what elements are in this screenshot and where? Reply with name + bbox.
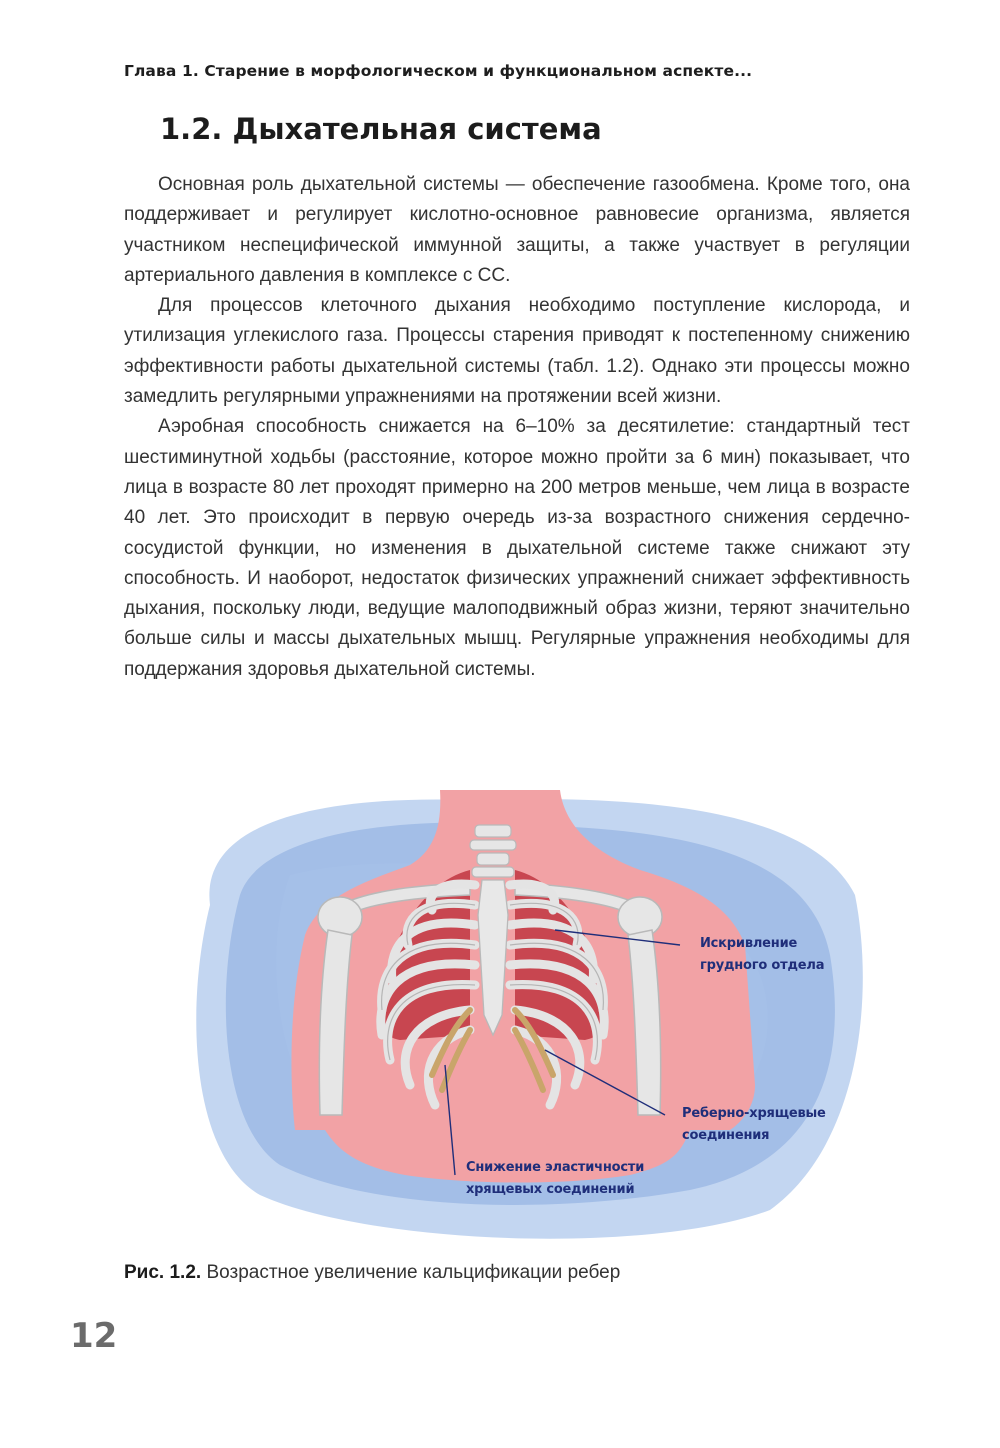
paragraph-2: Для процессов клеточного дыхания необходимо поступление кислорода, и утилизация углекислого газа. Процессы старения приводят к постепенному снижению эффективности работы дыхательной системы (табл. 1.2). Однако эти процессы можно замедлить регулярными упражнениями на протяжении всей жизни. xyxy=(124,295,910,408)
callout-elasticity-line1: Снижение эластичности xyxy=(466,1160,645,1175)
callout-cartilage-elasticity xyxy=(466,1157,644,1201)
section-title: 1.2. Дыхательная система xyxy=(160,112,602,146)
page-number: 12 xyxy=(70,1316,118,1356)
callout-thoracic-line2: грудного отдела xyxy=(700,958,825,973)
callout-thoracic-curvature xyxy=(700,933,824,977)
callout-thoracic-line1: Искривление xyxy=(700,936,798,951)
ribcage-figure xyxy=(170,785,870,1240)
paragraph-1: Основная роль дыхательной системы — обеспечение газообмена. Кроме того, она поддерживает и регулирует кислотно-основное равновесие организма, является участником неспецифической иммунной защиты, а также участвует в регуляции артериального давления в комплексе с СС. xyxy=(124,174,910,286)
figure-caption-number: Рис. 1.2. xyxy=(124,1262,202,1283)
callout-elasticity-line2: хрящевых соединений xyxy=(466,1182,635,1197)
figure-caption xyxy=(124,1262,620,1284)
callout-costochondral-joints xyxy=(682,1103,826,1147)
callout-costochondral-line2: соединения xyxy=(682,1128,770,1143)
paragraph-3: Аэробная способность снижается на 6–10% за десятилетие: стандартный тест шестиминутной ходьбы (расстояние, которое можно пройти за 6 мин) показывает, что лица в возрасте 80 лет проходят примерно на 200 метров меньше, чем лица в возрасте 40 лет. Это происходит в первую очередь из-за возрастного снижения сердечно-сосудистой функции, но изменения в дыхательной системе также снижают эту способность. И наоборот, недостаток физических упражнений снижает эффективность дыхания, поскольку люди, ведущие малоподвижный образ жизни, теряют значительно больше силы и массы дыхательных мышц. Регулярные упражнения необходимы для поддержания здоровья дыхательной системы. xyxy=(124,416,910,680)
running-head: Глава 1. Старение в морфологическом и функциональном аспекте... xyxy=(124,62,753,80)
figure-caption-text: Возрастное увеличение кальцификации ребер xyxy=(206,1262,621,1283)
callout-costochondral-line1: Реберно-хрящевые xyxy=(682,1106,826,1121)
body-text xyxy=(124,170,910,685)
